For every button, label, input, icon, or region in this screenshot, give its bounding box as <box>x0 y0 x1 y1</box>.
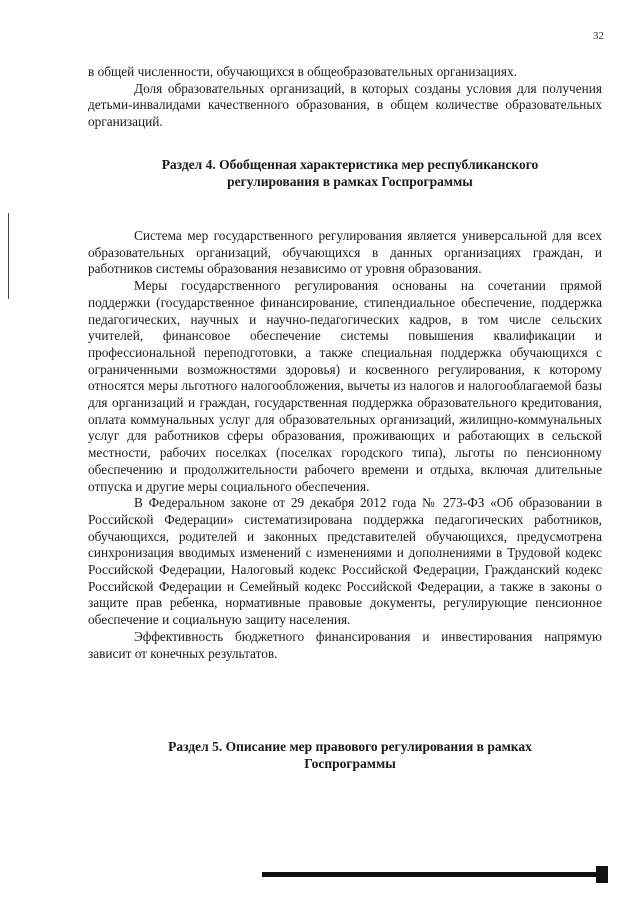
scan-edge-mark <box>596 866 608 883</box>
margin-mark <box>8 213 9 299</box>
paragraph: в общей численности, обучающихся в общеобразовательных организациях. <box>88 64 517 79</box>
paragraph: Система мер государственного регулирования является универсальной для всех образовательных организаций, обучающихся в данных организациях граждан, и работников системы образования независимо от уровня образования. <box>88 228 602 277</box>
section-4-body <box>88 228 602 662</box>
paragraph: В Федеральном законе от 29 декабря 2012 года № 273-ФЗ «Об образовании в Российской Федерации» систематизирована поддержка педагогических работников, обучающихся, родителей и законных представителей обучающихся, предусмотрена синхронизация вводимых изменений с изменениями и дополнениями в Трудовой кодекс Российской Федерации, Налоговый кодекс Российской Федерации, Гражданский кодекс Российской Федерации и Семейный кодекс Российской Федерации, а также в законы о защите прав ребенка, нормативные правовые документы, регулирующие пенсионное обеспечение и социальную защиту населения. <box>88 495 602 628</box>
section-4-heading <box>100 156 600 190</box>
paragraph: Меры государственного регулирования основаны на сочетании прямой поддержки (государственное финансирование, стипендиальное обеспечение, поддержка педагогических, научных и научно-педагогических кадров, в том числе сельских учителей, финансовое обеспечение системы повышения квалификации и профессиональной переподготовки, а также специальная поддержка обучающихся с ограниченными возможностями здоровья) и косвенного регулирования, к которому относятся меры льготного налогообложения, вычеты из налогов и налогооблагаемой базы для организаций и граждан, государственная поддержка образовательного кредитования, оплата коммунальных услуг для образовательных организаций, жилищно-коммунальных услуг для работников сферы образования, проживающих и работающих в сельской местности, рабочих поселках (поселках городского типа), льготы по пенсионному обеспечению и продолжительности рабочего времени и отдыха, включая длительные отпуска и другие меры социального обеспечения. <box>88 278 602 494</box>
section-4-title-line-2: регулирования в рамках Госпрограммы <box>227 174 473 189</box>
paragraph: Доля образовательных организаций, в которых созданы условия для получения детьми-инвалидами качественного образования, в общем количестве образовательных организаций. <box>88 80 602 130</box>
section-4-title-line-1: Раздел 4. Обобщенная характеристика мер республиканского <box>161 157 539 172</box>
page-number: 32 <box>593 30 604 42</box>
section-5-title-line-1: Раздел 5. Описание мер правового регулирования в рамках <box>168 739 532 754</box>
section-5-heading <box>100 738 600 772</box>
intro-text-block <box>88 64 602 131</box>
paragraph: Эффективность бюджетного финансирования и инвестирования напрямую зависит от конечных результатов. <box>88 628 602 661</box>
section-5-title-line-2: Госпрограммы <box>304 756 396 771</box>
scan-edge-bar <box>262 872 608 877</box>
